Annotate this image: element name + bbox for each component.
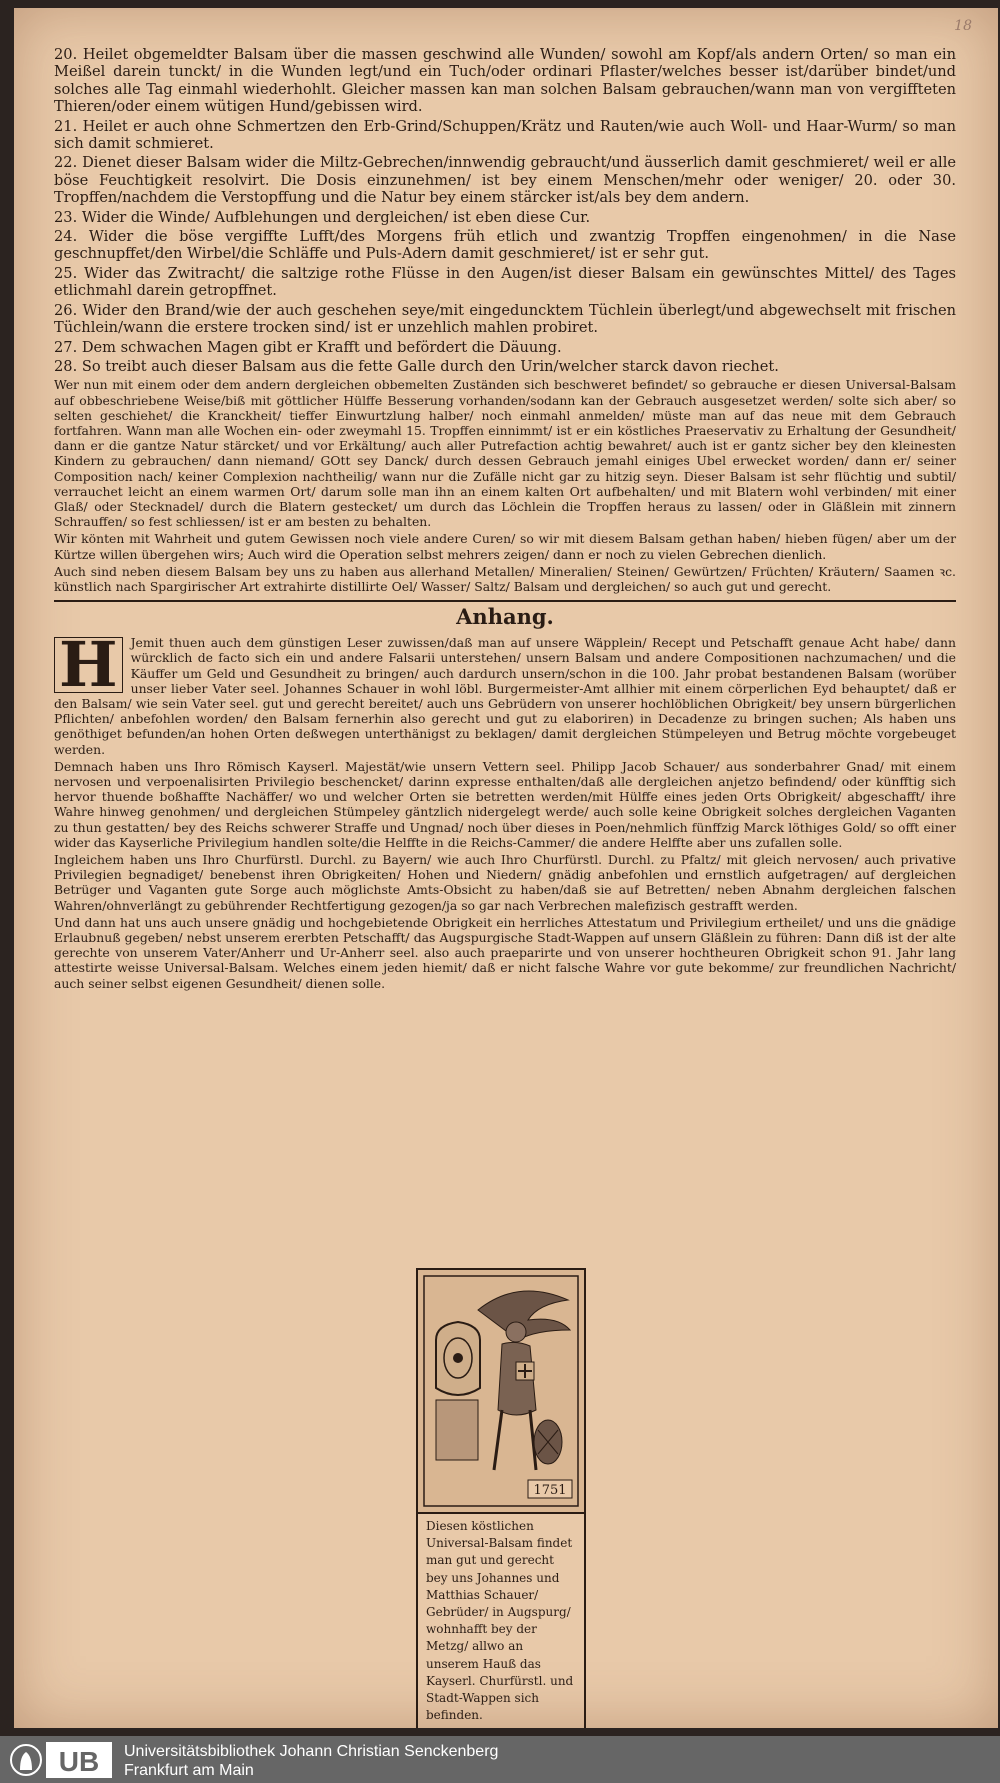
item-25: 25. Wider das Zwitracht/ die saltzige rothe Flüsse in den Augen/ist dieser Balsam ein gewünschtes Mittel/ des Tages etlichmahl darein getropffnet. [54,264,956,300]
folio-number: 18 [954,18,972,34]
cures-paragraph: Wir könten mit Wahrheit und gutem Gewissen noch viele andere Curen/ so wir mit diesem Balsam gethan haben/ hieben fügen/ aber um der Kürtze willen übergehen wirs; Auch wird die Operation selbst mehrers zeigen/ dann er noch zu vielen Gebrechen dienlich. [54,531,956,562]
coat-of-arms-block [416,1268,586,1728]
appendix-paragraph-1 [54,628,956,757]
appendix-heading: Anhang. [456,604,554,630]
coat-of-arms-woodcut [416,1268,586,1514]
ub-logo-text: UB [58,1746,100,1777]
item-21: 21. Heilet er auch ohne Schmertzen den Erb-Grind/Schuppen/Krätz und Rauten/wie auch Woll- und Haar-Wurm/ so man sich damit schmieret. [54,117,956,153]
item-22: 22. Dienet dieser Balsam wider die Miltz-Gebrechen/innwendig gebraucht/und äusserlich damit geschmieret/ weil er alle böse Feuchtigkeit resolvirt. Die Dosis einzunehmen/ ist bey einem Menschen/mehr oder weniger/ 20. oder 30. Tropffen/nachdem die Verstopffung und die Natur bey einem stärcker ist/als bey dem andern. [54,154,956,207]
appendix-paragraph-2: Demnach haben uns Ihro Römisch Kayserl. Majestät/wie unsern Vettern seel. Philipp Jacob Schauer/ aus sonderbahrer Gnad/ mit einem nervosen und verpoenalisirten Privilegio beschencket/ darinn expresse enthalten/daß alle dergleichen anjetzo befindend/ oder künfftig sich hervor thuende boßhaffte Nachäffer/ wo und welcher Orten sie betretten werden/mit Hülffe eines jeden Orts Obrigkeit/ abgeschafft/ ihre Wahre hinweg genohmen/ und dergleichen Stümpeley gäntzlich nidergelegt werde/ auch solle keine Obrigkeit solches dergleichen Vaganten zu thun gestatten/ bey des Reichs schwerer Straffe und Ungnad/ noch über dieses in Poen/nehmlich fünffzig Marck löthiges Gold/ so offt einer wider das Kayserliche Privilegium handlen solte/die Helffte in die Reichs-Cammer/ die andere Helffte aber uns zufallen solle. [54,758,956,850]
library-city: Frankfurt am Main [124,1762,254,1779]
crest-year: 1751 [533,1483,567,1498]
item-28: 28. So treibt auch dieser Balsam aus die fette Galle durch den Urin/welcher starck davon riechet. [54,357,779,375]
university-library-logo [8,1740,114,1780]
usage-paragraph: Wer nun mit einem oder dem andern dergleichen obbemelten Zuständen sich beschweret befindet/ so gebrauche er diesen Universal-Balsam auf obbeschriebene Weise/biß mit göttlicher Hülffe Besserung vorhanden/sodann kan der Gebrauch ausgesetzet werden/ solte sich aber/ so selten geschiehet/ die Kranckheit/ tieffer Einwurtzlung halber/ noch einmahl anmelden/ müste man auf das neue mit dem Gebrauch fortfahren. Wann man alle Wochen ein- oder zweymahl 15. Tropffen einnimmt/ ist er ein köstliches Praeservativ zu Erhaltung der Gesundheit/ dann er die gantze Natur stärcket/ und vor Erkältung/ auch aller Putrefaction achtig bewahret/ auch ist er gantz sicher bey den kleinesten Kindern zu gebrauchen/ dann niemand/ GOtt sey Danck/ durch dessen Gebrauch jemahl einiges Ubel erwecket worden/ dann er/ seiner Composition nach/ keiner Complexion nachtheilig/ wann nur die Zufälle nicht gar zu hitzig seyn. Dieser Balsam ist sehr flüchtig und subtil/ verrauchet leicht an einem warmen Ort/ darum solle man ihn an einem kalten Ort aufbehalten/ und mit Blatern wohl verbinden/ mit einer Glaß/ oder Stecknadel/ durch die Blatern gestecket/ um durch das Löchlein die Tropffen heraus zu lassen/ oder in Gläßlein mit zinnern Schrauffen/ so fest schliessen/ ist er am besten zu behalten. [54,377,956,530]
item-27: 27. Dem schwachen Magen gibt er Krafft und befördert die Däuung. [54,338,562,356]
library-footer [0,1736,1000,1783]
item-24: 24. Wider die böse vergiffte Lufft/des Morgens früh etlich und zwantzig Tropffen eingenohmen/ in die Nase geschnupffet/den Wirbel/die Schläffe und Puls-Adern damit geschmieret/ ist er sehr gut. [54,228,956,263]
appendix-paragraph-1-text: Jemit thuen auch dem günstigen Leser zuwissen/daß man auf unsere Wäpplein/ Recept und Petschafft genaue Acht habe/ dann würcklich de facto sich ein und andere Falsarii unterstehen/ unsern Balsam und andere Compositionen nachzumachen/ und die Käuffer um Geld und Gesundheit zu bringen/ auch dardurch unsern/schon in die 100. Jahr probat bestandenen Balsam (worüber unser lieber Vater seel. Johannes Schauer in wohl löbl. Burgermeister-Amt allhier mit einem cörperlichen Eyd behauptet/ daß er den Balsam/ wie sein Vater seel. gut und gerecht bereitet/ auch uns Gebrüdern von unserer hochlöblichen Obrigkeit/ bey unsern bürgerlichen Pflichten/ anbefohlen worden/ den Balsam fernerhin also gerecht und gut zu elaboriren) in Decadenze zu bringen suchen; Als haben uns genöthiget befunden/an hohen Orten deßwegen unterthänigst zu beklagen/ damit dergleichen Stümpeleyen und Betrug möchte vorgebeuget werden. [54,635,956,757]
document-text [54,46,956,993]
crest-caption: Diesen köstlichen Universal-Balsam findet man gut und gerecht bey uns Johannes und Matthias Schauer/ Gebrüder/ in Augspurg/ wohnhafft bey der Metzg/ allwo an unserem Hauß das Kayserl. Churfürstl. und Stadt-Wappen sich befinden. [416,1514,586,1728]
section-divider [54,600,956,602]
footer-text [124,1742,498,1780]
products-paragraph: Auch sind neben diesem Balsam bey uns zu haben aus allerhand Metallen/ Mineralien/ Steinen/ Gewürtzen/ Früchten/ Kräutern/ Saamen ꝛc. künstlich nach Spargirischer Art extrahirte distillirte Oel/ Wasser/ Saltz/ Balsam und dergleichen/ so auch gut und gerecht. [54,563,956,594]
drop-cap: H [54,637,123,693]
appendix-paragraph-4: Und dann hat uns auch unsere gnädig und hochgebietende Obrigkeit ein herrliches Attestatum und Privilegium ertheilet/ und uns die gnädige Erlaubnuß gegeben/ nebst unserem ererbten Petschafft/ das Augspurgische Stadt-Wappen auf unsern Gläßlein zu führen: Dann diß ist der alte gerechte von unserem Vater/Anherr und Ur-Anherr seel. also auch praeparirte und von unserer hochtheuren Obrigkeit schon 91. Jahr lang attestirte weisse Universal-Balsam. Welches einem jeden hiemit/ daß er nicht falsche Wahre vor gute bekomme/ zur freundlichen Nachricht/ auch seiner selbst eigenen Gesundheit/ dienen solle. [54,914,956,991]
document-page [14,8,998,1728]
item-23: 23. Wider die Winde/ Aufblehungen und dergleichen/ ist eben diese Cur. [54,208,591,226]
item-26: 26. Wider den Brand/wie der auch geschehen seye/mit eingeduncktem Tüchlein überlegt/und abgewechselt mit frischen Tüchlein/wann die erstere trocken sind/ ist er unzehlich mahlen probiret. [54,301,956,337]
appendix-paragraph-3: Ingleichem haben uns Ihro Churfürstl. Durchl. zu Bayern/ wie auch Ihro Churfürstl. Durchl. zu Pfaltz/ mit gleich nervosen/ auch privative Privilegien begnadiget/ benebenst ihren Obrigkeiten/ Hohen und Niedern/ gnädig anbefohlen und ernstlich aufgetragen/ auf dergleichen Betrüger und Vaganten gute Sorge auch möglichste Amts-Obsicht zu haben/daß sie auf Betretten/ neben Abnahm dergleichen falschen Wahren/ohnverlängt zu gebührender Rechtfertigung gezogen/ja so gar nach Verbrechen malefizisch gestrafft werden. [54,852,956,913]
library-name[interactable]: Universitätsbibliothek Johann Christian Senckenberg [124,1743,499,1760]
item-20: 20. Heilet obgemeldter Balsam über die massen geschwind alle Wunden/ sowohl am Kopf/als andern Orten/ so man ein Meißel darein tunckt/ in die Wunden legt/und ein Tuch/oder ordinari Pflaster/welches besser ist/darüber bindet/und solches alle Tag einmahl wiederhohlt. Gleicher massen kan man solchen Balsam gebrauchen/wann man von vergiffteten Thieren/oder einem wütigen Hund/gebissen wird. [54,46,956,116]
